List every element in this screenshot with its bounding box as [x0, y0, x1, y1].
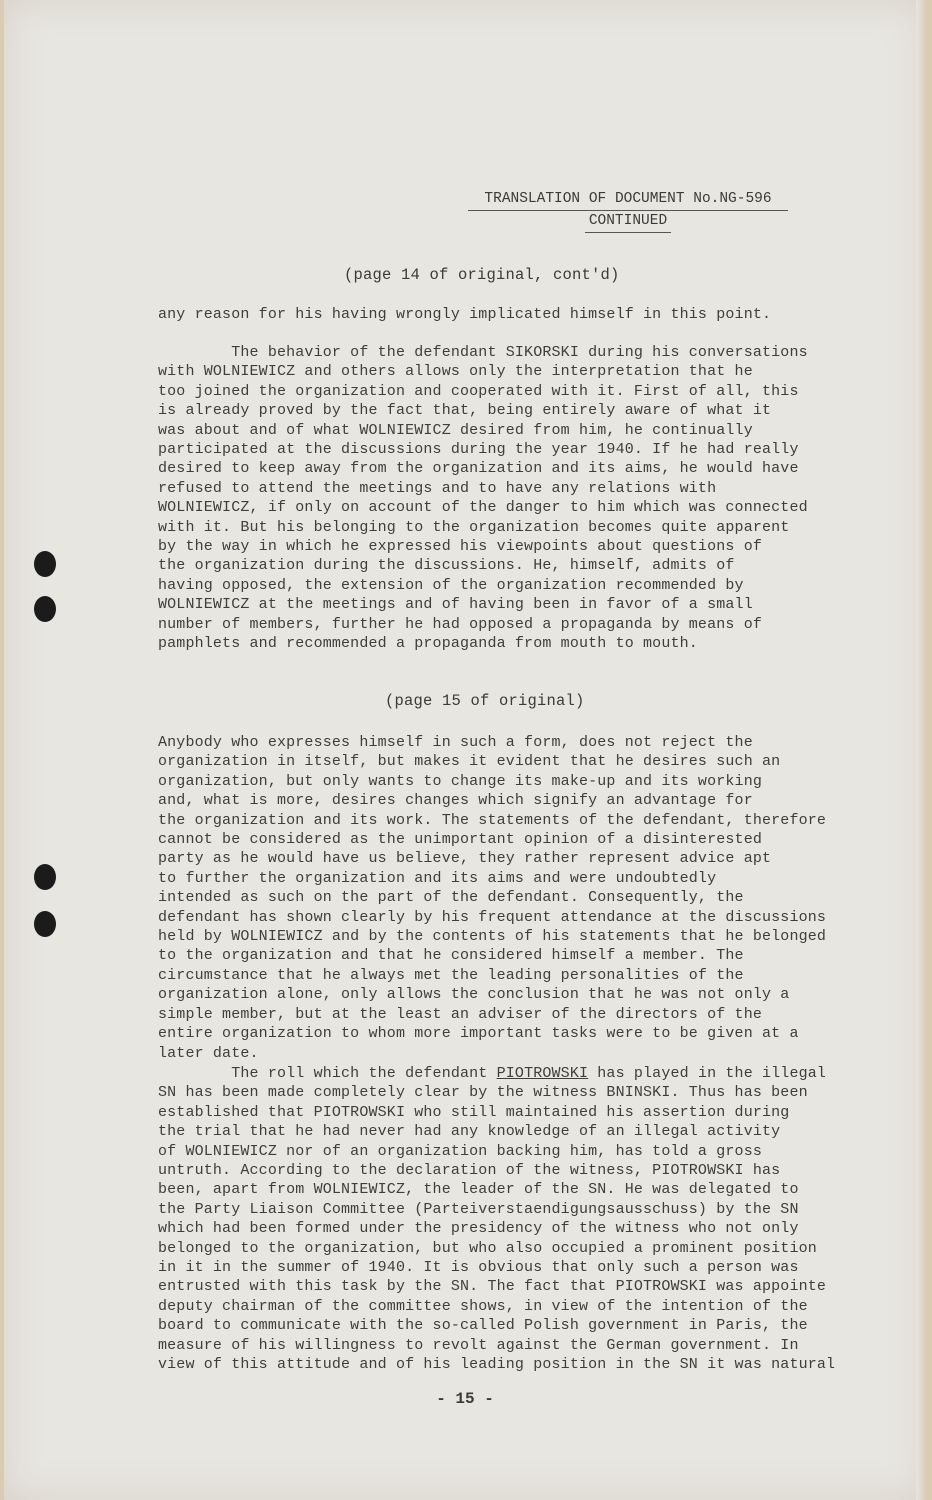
page-reference-15: (page 15 of original) [385, 692, 585, 710]
paragraph-piotrowski-intro: The roll which the defendant [158, 1065, 497, 1082]
document-page [4, 0, 926, 1500]
paragraph-piotrowski-rest: has played in the illegal SN has been made completely clear by the witness BNINSKI. Thus has been established that PIOTROWSKI who still maintained his assertion during the trial that he had never had any knowledge of an illegal activity of WOLNIEWICZ nor of an organization backing him, has told a gross untruth. According to the declaration of the witness, PIOTROWSKI has been, apart from WOLNIEWICZ, the leader of the SN. He was delegated to the Party Liaison Committee (Parteiverstaendigungsausschuss) by the SN which had been formed under the presidency of the witness who not only belonged to the organization, but who also occupied a prominent position in it in the summer of 1940. It is obvious that only such a person was entrusted with this task by the SN. The fact that PIOTROWSKI was appointe deputy chairman of the committee shows, in view of the intention of the board to communicate with the so-called Polish government in Paris, the measure of his willingness to revolt against the German government. In view of this attitude and of his leading position in the SN it was natural [158, 1065, 836, 1374]
page-number: - 15 - [436, 1390, 494, 1408]
paragraph-continuation: any reason for his having wrongly implicated himself in this point. [158, 306, 772, 323]
paragraph-organization: Anybody who expresses himself in such a form, does not reject the organization in itself, but makes it evident that he desires such an organization, but only wants to change its make-up and its working and, what is more, desires changes which signify an advantage for the organization and its work. The statements of the defendant, therefore cannot be considered as the unimportant opinion of a disinterested party as he would have us believe, they rather represent advice apt to further the organization and its aims and were undoubtedly intended as such on the part of the defendant. Consequently, the defendant has shown clearly by his frequent attendance at the discussions held by WOLNIEWICZ and by the contents of his statements that he belonged to the organization and that he considered himself a member. The circumstance that he always met the leading personalities of the organization alone, only allows the conclusion that he was not only a simple member, but at the least an adviser of the directors of the entire organization to whom more important tasks were to be given at a later date. [158, 734, 827, 1062]
defendant-name: PIOTROWSKI [496, 1065, 589, 1082]
document-header [468, 189, 788, 233]
punch-hole-4 [34, 911, 56, 937]
punch-hole-1 [34, 551, 56, 577]
paragraph-piotrowski [158, 1064, 858, 1375]
header-title: TRANSLATION OF DOCUMENT No.NG-596 [468, 189, 788, 211]
paragraph-sikorski: The behavior of the defendant SIKORSKI during his conversations with WOLNIEWICZ and others allows only the interpretation that he too joined the organization and cooperated with it. First of all, this is already proved by the fact that, being entirely aware of what it was about and of what WOLNIEWICZ desired from him, he continually participated at the discussions during the year 1940. If he had really desired to keep away from the organization and its aims, he would have refused to attend the meetings and to have any relations with WOLNIEWICZ, if only on account of the danger to him which was connected with it. But his belonging to the organization becomes quite apparent by the way in which he expressed his viewpoints about questions of the organization during the discussions. He, himself, admits of having opposed, the extension of the organization recommended by WOLNIEWICZ at the meetings and of having been in favor of a small number of members, further he had opposed a propaganda by means of pamphlets and recommended a propaganda from mouth to mouth. [158, 344, 808, 653]
page-edge [916, 0, 926, 1500]
punch-hole-3 [34, 864, 56, 890]
page-reference-14: (page 14 of original, cont'd) [344, 266, 620, 284]
header-subtitle: CONTINUED [585, 211, 671, 233]
punch-hole-2 [34, 596, 56, 622]
